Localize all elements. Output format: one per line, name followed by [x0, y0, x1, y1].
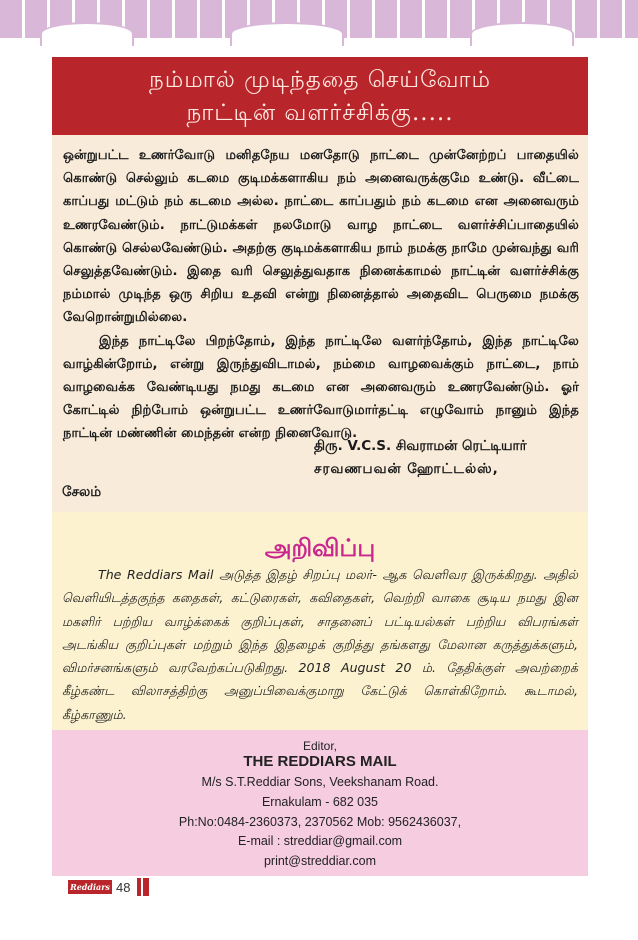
- article-text: [63, 144, 579, 446]
- top-curl: [470, 22, 574, 46]
- notice-box: [52, 512, 588, 730]
- page-number: 48: [116, 880, 131, 895]
- notice-body: The Reddiars Mail அடுத்த இதழ் சிறப்பு மலர்- ஆக வெளிவர இருக்கிறது. அதில் வெளியிடத்தகுந்த கதைகள், கட்டுரைகள், கவிதைகள், வெற்றி வாகை சூடிய நமது இன மகளிர் பற்றிய வாழ்க்கைக் குறிப்புகள், சாதனைப் பட்டியல்கள் பற்றிய விபரங்கள் அடங்கிய குறிப்புகள் மற்றும் இந்த இதழைக் குறித்து தங்களது மேலான கருத்துக்களும், விமர்சனங்களும் வரவேற்கப்படுகிறது. 2018 August 20 ம். தேதிக்குள் அவற்றைக் கீழ்கண்ட விலாசத்திற்கு அனுப்பிவைக்குமாறு கேட்டுக் கொள்கிறோம். கூடாமல், கீழ்காணும்.: [62, 567, 578, 722]
- signature-organization: சரவணபவன் ஹோட்டல்ஸ்,: [314, 461, 499, 477]
- editor-label: Editor,: [302, 739, 338, 753]
- editor-email-secondary: print@streddiar.com: [263, 854, 377, 868]
- article-paragraph: இந்த நாட்டிலே பிறந்தோம், இந்த நாட்டிலே வளர்ந்தோம், இந்த நாட்டிலே வாழ்கின்றோம், என்று இருந்துவிடாமல், நம்மை வாழவைக்கும் நாட்டை, நாம் வாழவைக்க வேண்டியது நமது கடமை என அனைவரும் உணரவேண்டும். ஓர் கோட்டில் நிற்போம் ஒன்றுபட்ட உணர்வோடுமார்தட்டி எழுவோம் நானும் இந்த நாட்டின் மண்ணின் மைந்தன் என்ற நினைவோடு.: [63, 333, 579, 442]
- editor-email: E-mail : streddiar@gmail.com: [237, 834, 403, 848]
- editor-publication-name: THE REDDIARS MAIL: [243, 753, 397, 770]
- editor-address-line-2: Ernakulam - 682 035: [261, 795, 379, 809]
- footer-logo-text: Reddiars: [70, 882, 110, 892]
- notice-text: [62, 563, 578, 726]
- signature-name: திரு. V.C.S. சிவராமன் ரெட்டியார்: [314, 438, 527, 454]
- footer-bar: [143, 878, 149, 896]
- title-line-2: நாட்டின் வளர்ச்சிக்கு.....: [186, 100, 454, 126]
- top-curl: [230, 22, 344, 46]
- footer-bar: [137, 878, 141, 896]
- footer-logo: [68, 880, 112, 894]
- top-decoration: [0, 0, 638, 44]
- signature-place: சேலம்: [62, 484, 102, 500]
- editor-box: [52, 730, 588, 876]
- top-curl: [40, 22, 134, 46]
- title-line-1: நம்மால் முடிந்ததை செய்வோம்: [148, 67, 492, 93]
- notice-title: அறிவிப்பு: [264, 534, 376, 562]
- editor-address-line-1: M/s S.T.Reddiar Sons, Veekshanam Road.: [201, 775, 439, 789]
- article-box: [52, 135, 588, 512]
- title-box: [52, 57, 588, 135]
- article-paragraph: ஒன்றுபட்ட உணர்வோடு மனிதநேய மனதோடு நாட்டை முன்னேற்றப் பாதையில் கொண்டு செல்லும் கடமை குடிமக்களாகிய நம் அனைவருக்குமே உண்டு. வீட்டை காப்பது மட்டும் நம் கடமை அல்ல. நாட்டை காப்பதும் நம் கடமை என அனைவரும் உணரவேண்டும். நாட்டுமக்கள் நலமோடு வாழ நாட்டை வளர்ச்சிப்பாதையில் கொண்டு செல்லவேண்டும். அதற்கு குடிமக்களாகிய நாம் நமக்கு நாமே முன்வந்து வரி செலுத்தவேண்டும். இதை வரி செலுத்துவதாக நினைக்காமல் நாட்டின் வளர்ச்சிக்கு நம்மால் முடிந்த ஒரு சிறிய உதவி என்று நினைத்தால் அதைவிட பெருமை நமக்கு வேறொன்றுமில்லை.: [63, 148, 579, 326]
- editor-phone: Ph:No:0484-2360373, 2370562 Mob: 9562436037,: [178, 815, 462, 829]
